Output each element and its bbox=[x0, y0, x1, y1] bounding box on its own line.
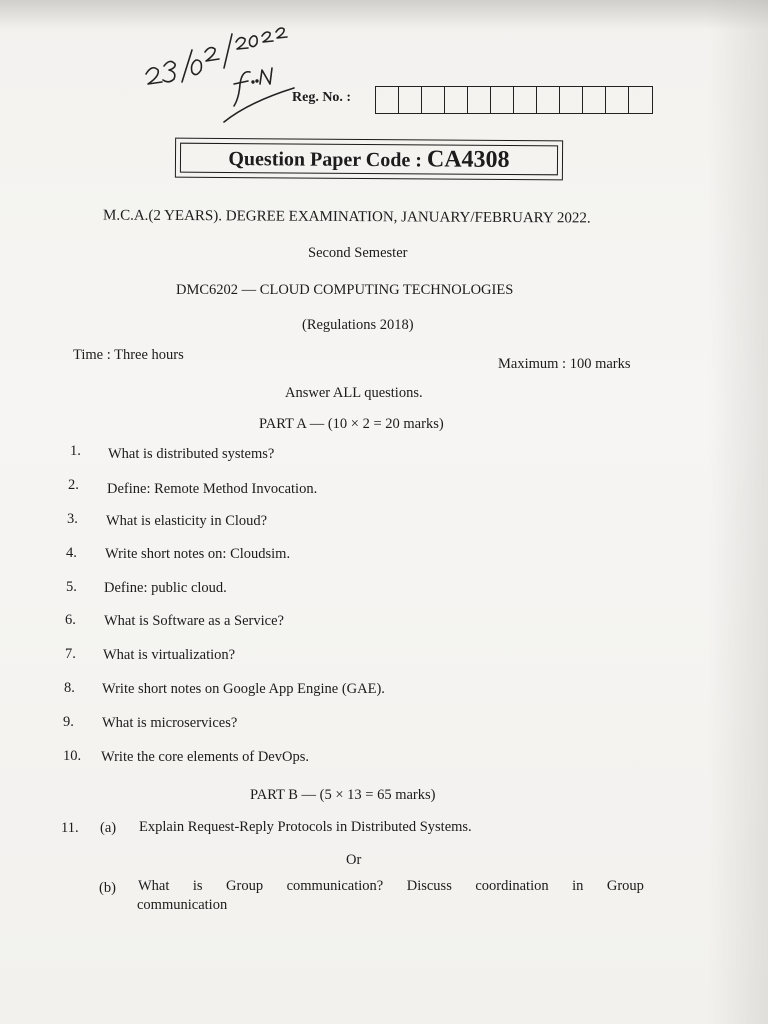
sub-question-label: (a) bbox=[100, 820, 117, 836]
exam-title: M.C.A.(2 YEARS). DEGREE EXAMINATION, JANUARY/FEBRUARY 2022. bbox=[102, 207, 591, 227]
question-word: in bbox=[572, 878, 584, 894]
semester: Second Semester bbox=[308, 245, 408, 261]
question-number: 8. bbox=[64, 680, 75, 696]
question-text: What is microservices? bbox=[102, 715, 238, 731]
question-number: 7. bbox=[65, 646, 76, 662]
reg-no-digit-box bbox=[537, 87, 560, 113]
question-number: 9. bbox=[63, 714, 74, 730]
subject-title: DMC6202 — CLOUD COMPUTING TECHNOLOGIES bbox=[176, 282, 514, 298]
sub-question-label: (b) bbox=[99, 880, 116, 896]
question-word: is bbox=[192, 878, 203, 894]
handwritten-date-note bbox=[138, 22, 298, 132]
reg-no-digit-box bbox=[514, 87, 537, 113]
question-text: Write short notes on Google App Engine (GAE). bbox=[102, 681, 385, 697]
scan-shadow-top bbox=[0, 0, 768, 30]
instruction: Answer ALL questions. bbox=[285, 385, 423, 401]
reg-no-digit-box bbox=[560, 87, 583, 113]
part-b-title: PART B — (5 × 13 = 65 marks) bbox=[250, 787, 436, 803]
question-number: 10. bbox=[63, 748, 82, 764]
question-word: What bbox=[138, 878, 170, 894]
question-number: 11. bbox=[61, 820, 79, 836]
question-number: 1. bbox=[70, 443, 81, 459]
maximum-marks: Maximum : 100 marks bbox=[498, 356, 631, 372]
or-separator: Or bbox=[346, 852, 362, 868]
question-text: Write short notes on: Cloudsim. bbox=[105, 546, 291, 562]
question-text: What is elasticity in Cloud? bbox=[106, 513, 268, 529]
question-number: 4. bbox=[66, 545, 77, 561]
reg-no-digit-box bbox=[468, 87, 491, 113]
question-word: Group bbox=[606, 878, 644, 894]
question-word: coordination bbox=[475, 878, 549, 894]
reg-no-digit-box bbox=[445, 87, 468, 113]
paper-code-value: CA4308 bbox=[426, 145, 510, 173]
reg-no-digit-box bbox=[422, 87, 445, 113]
paper-code-label: Question Paper Code : bbox=[228, 147, 422, 171]
question-text-continuation: communication bbox=[137, 897, 228, 913]
question-word: Group bbox=[226, 878, 264, 894]
question-number: 3. bbox=[67, 511, 78, 527]
part-a-title: PART A — (10 × 2 = 20 marks) bbox=[259, 416, 444, 432]
question-word: Discuss bbox=[406, 878, 452, 894]
scan-shadow-right bbox=[708, 0, 768, 1024]
question-paper-code-box bbox=[175, 138, 563, 181]
reg-no-digit-box bbox=[399, 87, 422, 113]
question-text: Write the core elements of DevOps. bbox=[101, 749, 309, 765]
question-paper-code bbox=[228, 145, 509, 174]
reg-no-label: Reg. No. : bbox=[292, 90, 352, 105]
question-text: What is distributed systems? bbox=[108, 446, 275, 462]
question-text: Define: Remote Method Invocation. bbox=[107, 481, 318, 497]
reg-no-digit-box bbox=[583, 87, 606, 113]
question-text: What is Software as a Service? bbox=[104, 613, 284, 629]
question-number: 2. bbox=[68, 477, 79, 493]
question-number: 5. bbox=[66, 579, 77, 595]
question-word: communication? bbox=[286, 878, 384, 894]
question-text: Define: public cloud. bbox=[104, 580, 227, 596]
reg-no-digit-box bbox=[376, 87, 399, 113]
question-text: Explain Request-Reply Protocols in Distributed Systems. bbox=[139, 819, 472, 835]
question-text: What is virtualization? bbox=[103, 647, 236, 663]
question-number: 6. bbox=[65, 612, 76, 628]
reg-no-digit-box bbox=[606, 87, 629, 113]
justified-question-line bbox=[138, 878, 644, 895]
time-duration: Time : Three hours bbox=[73, 347, 184, 363]
reg-no-digit-box bbox=[629, 87, 652, 113]
reg-no-boxes bbox=[375, 86, 653, 114]
reg-no-digit-box bbox=[491, 87, 514, 113]
regulations: (Regulations 2018) bbox=[302, 317, 414, 333]
